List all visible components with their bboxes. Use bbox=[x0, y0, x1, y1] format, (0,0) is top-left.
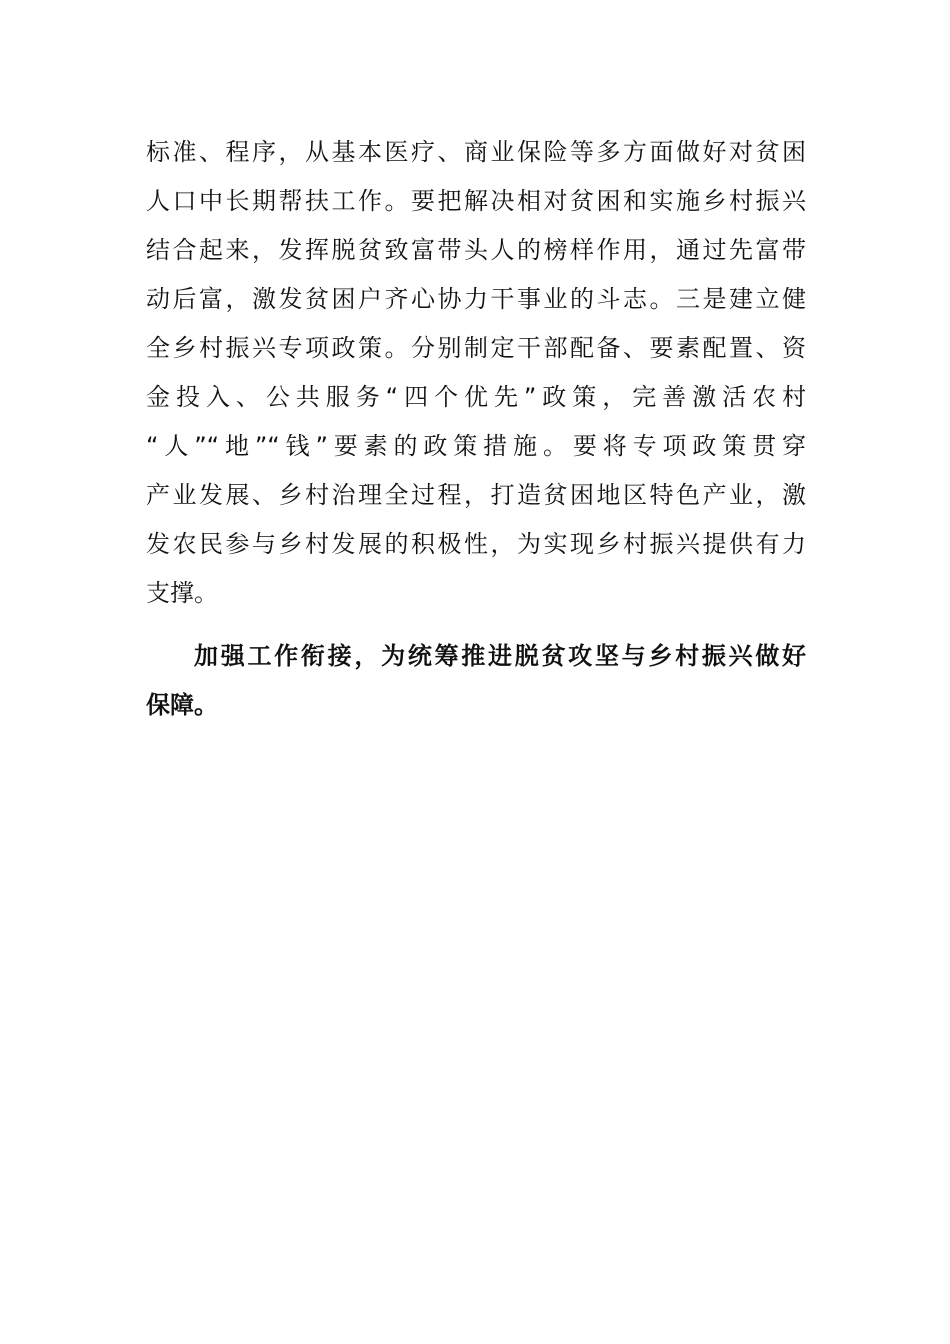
paragraph-line: 动后富，激发贫困户齐心协力干事业的斗志。三是建立健 bbox=[146, 285, 806, 313]
document-body bbox=[146, 128, 806, 730]
paragraph-line: 产业发展、乡村治理全过程，打造贫困地区特色产业，激 bbox=[146, 481, 806, 509]
paragraph-line: 标准、程序，从基本医疗、商业保险等多方面做好对贫困 bbox=[146, 138, 806, 166]
paragraph-line: “人”“地”“钱”要素的政策措施。要将专项政策贯穿 bbox=[146, 432, 806, 460]
section-heading-paragraph bbox=[146, 632, 806, 730]
body-paragraph bbox=[146, 128, 806, 618]
paragraph-line: 人口中长期帮扶工作。要把解决相对贫困和实施乡村振兴 bbox=[146, 187, 806, 215]
paragraph-line: 金投入、公共服务“四个优先”政策，完善激活农村 bbox=[146, 383, 806, 411]
paragraph-line: 支撑。 bbox=[146, 579, 218, 607]
paragraph-line: 全乡村振兴专项政策。分别制定干部配备、要素配置、资 bbox=[146, 334, 806, 362]
heading-line: 加强工作衔接，为统筹推进脱贫攻坚与乡村振兴做好 bbox=[194, 642, 806, 670]
paragraph-line: 结合起来，发挥脱贫致富带头人的榜样作用，通过先富带 bbox=[146, 236, 806, 264]
paragraph-line: 发农民参与乡村发展的积极性，为实现乡村振兴提供有力 bbox=[146, 530, 806, 558]
heading-line: 保障。 bbox=[146, 691, 218, 719]
